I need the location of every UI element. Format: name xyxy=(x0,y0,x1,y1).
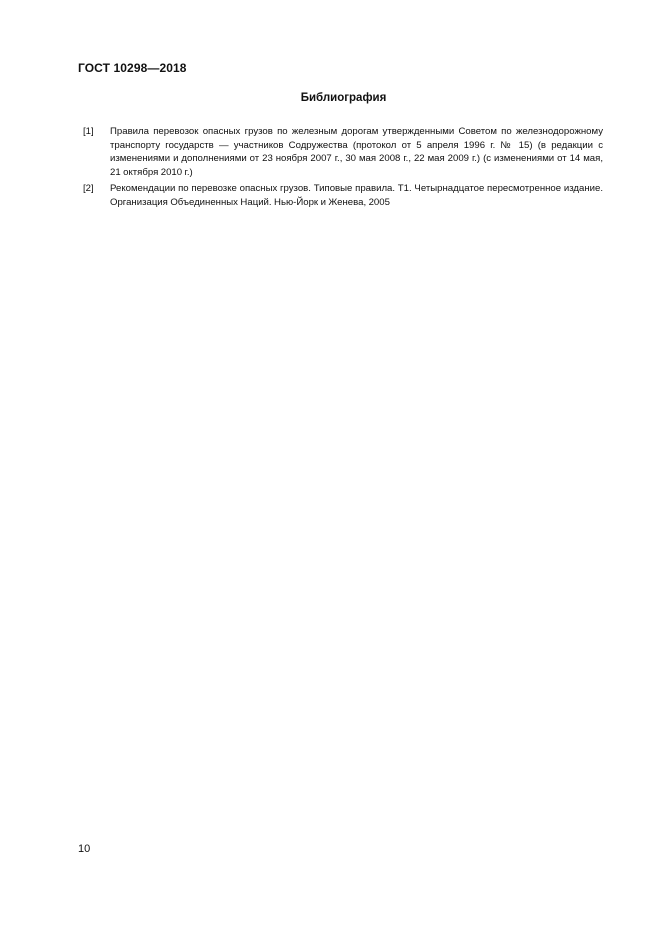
bibliography-entry-text: Рекомендации по перевозке опасных грузов. Типовые правила. Т1. Четырнадцатое пересмотренное издание. Организация Объединенных Наций. Нью-Йорк и Женева, 2005 xyxy=(110,183,603,208)
page-number: 10 xyxy=(78,843,91,855)
bibliography-entry xyxy=(83,182,603,209)
bibliography-entry-number: [1] xyxy=(83,126,94,137)
bibliography-entry xyxy=(83,125,603,179)
bibliography-entry-text: Правила перевозок опасных грузов по железным дорогам утвержденными Советом по железнодорожному транспорту государств — участников Содружества (протокол от 5 апреля 1996 г. № 15) (в редакции с изменениями и дополнениями от 23 ноября 2007 г., 30 мая 2008 г., 22 мая 2009 г.) (с изменениями от 14 мая, 21 октября 2010 г.) xyxy=(110,126,603,178)
document-code: ГОСТ 10298—2018 xyxy=(78,61,187,75)
section-title: Библиография xyxy=(300,92,387,104)
bibliography-entry-number: [2] xyxy=(83,183,94,195)
bibliography-list xyxy=(83,125,603,213)
